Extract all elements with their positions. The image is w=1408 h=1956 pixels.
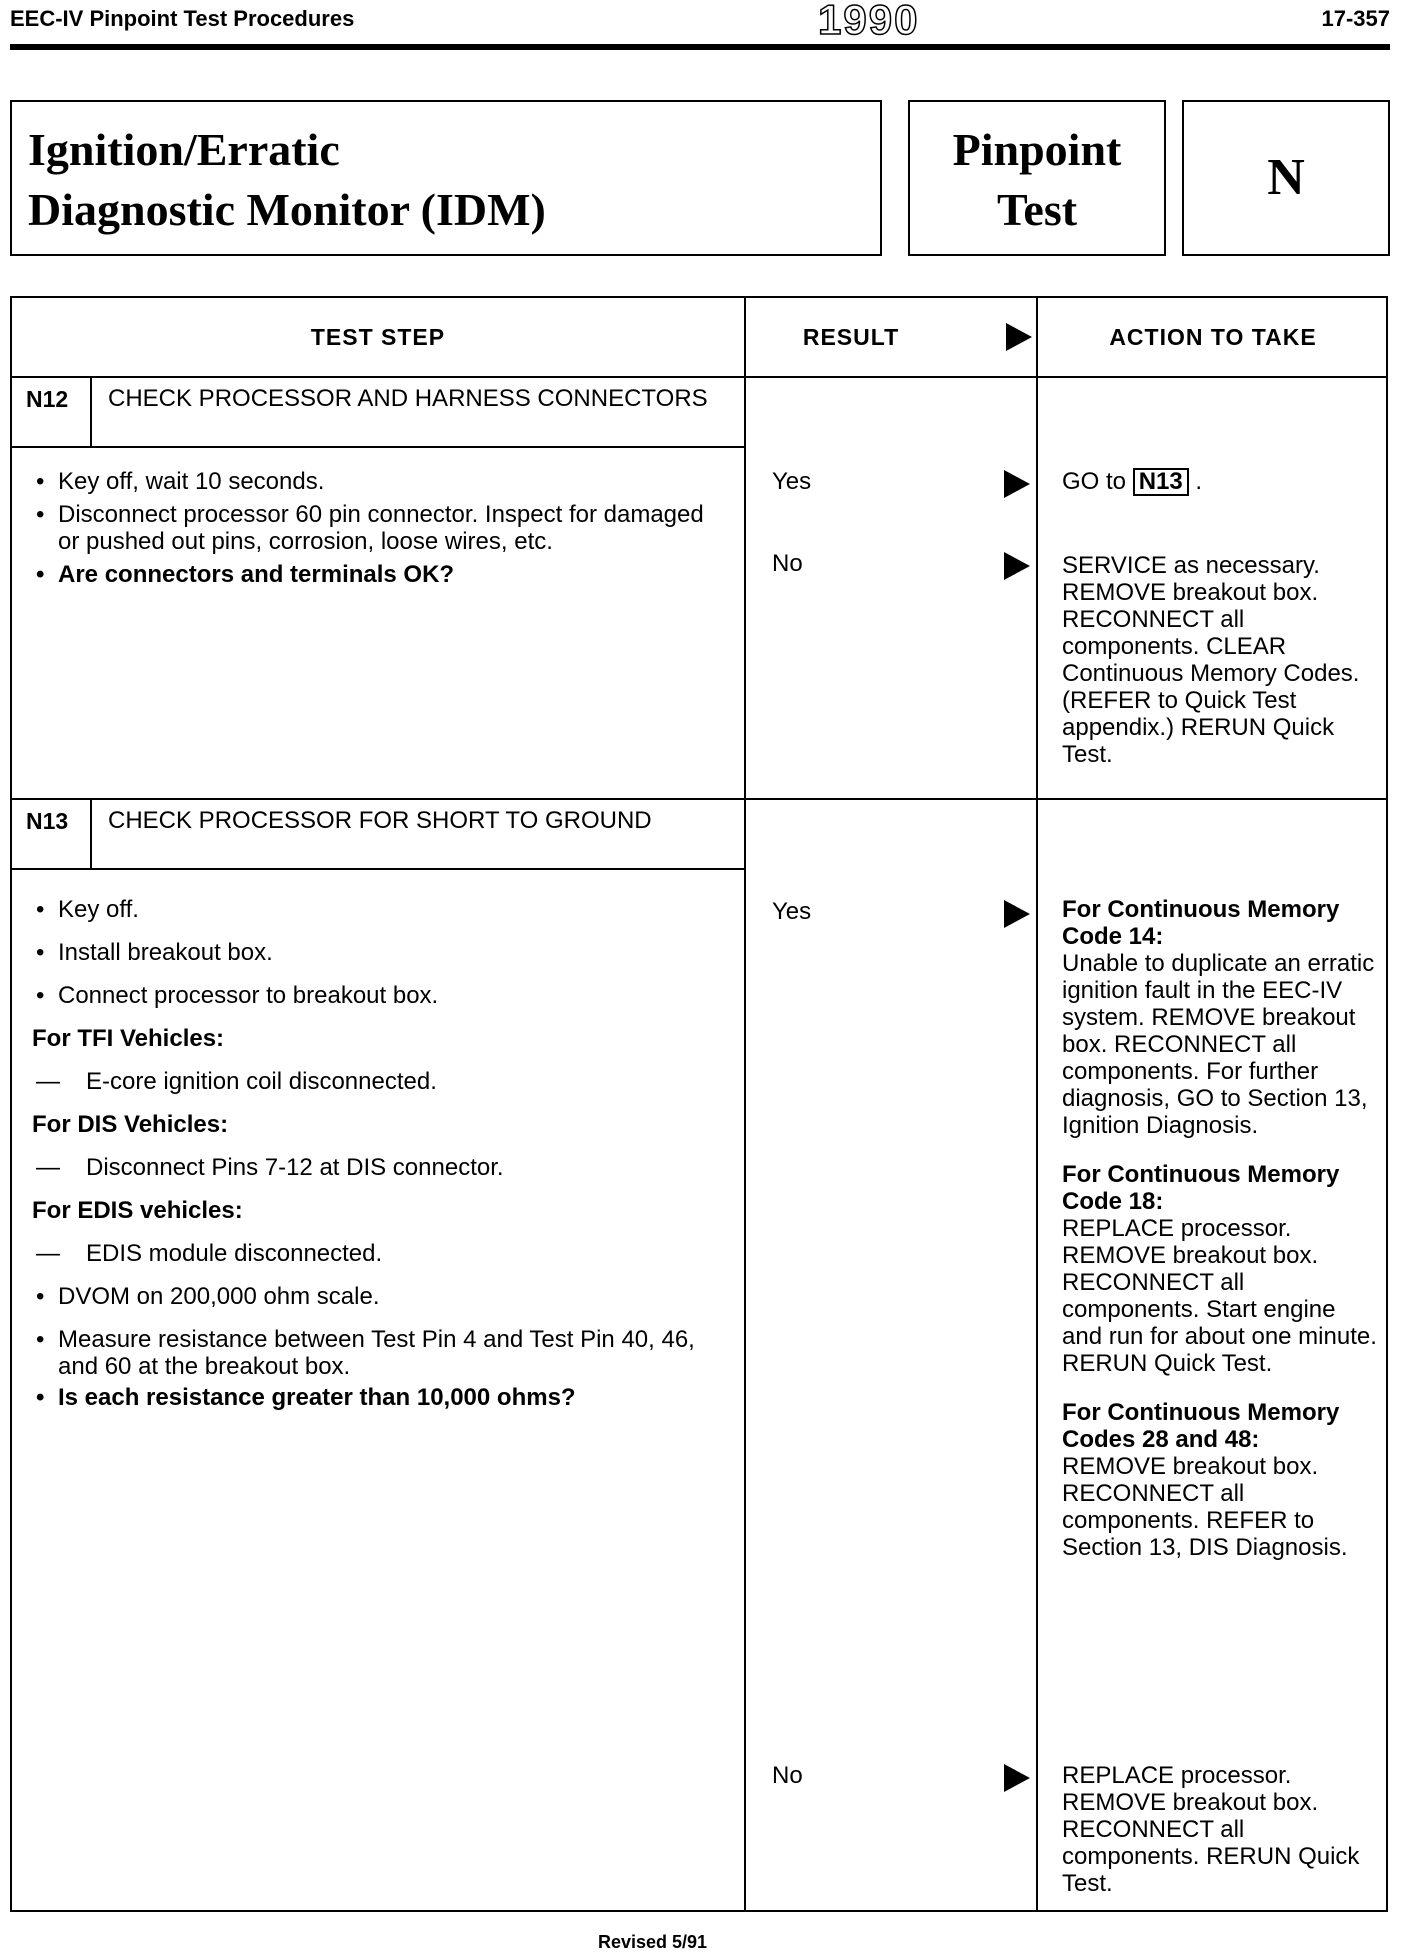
step-n13-instructions — [32, 896, 722, 1427]
code-14-heading: For Continuous Memory Code 14: — [1062, 896, 1340, 950]
manual-section-title: EEC-IV Pinpoint Test Procedures — [10, 6, 355, 31]
running-header — [10, 0, 1390, 44]
column-header-test-step: TEST STEP — [310, 323, 446, 350]
action-goto-suffix: . — [1195, 468, 1203, 495]
test-letter: N — [1267, 149, 1305, 206]
step-n12-instructions — [32, 468, 712, 594]
list-item: • Key off. — [32, 896, 722, 923]
pinpoint-label: Pinpoint — [952, 124, 1122, 175]
column-divider — [1036, 298, 1038, 1910]
procedure-table — [10, 296, 1388, 1912]
list-item: • Connect processor to breakout box. — [32, 982, 722, 1009]
list-item: • Key off, wait 10 seconds. — [32, 468, 712, 495]
result-no: No — [772, 550, 803, 577]
step-id: N12 — [12, 378, 92, 446]
action-yes-n13 — [1062, 896, 1382, 1561]
test-label: Test — [996, 184, 1078, 235]
step-header-n13 — [12, 800, 744, 870]
list-item: • DVOM on 200,000 ohm scale. — [32, 1283, 722, 1310]
step-title: CHECK PROCESSOR FOR SHORT TO GROUND — [108, 807, 652, 834]
right-arrow-icon — [1004, 900, 1030, 928]
code-18-heading: For Continuous Memory Code 18: — [1062, 1161, 1340, 1215]
column-divider — [744, 298, 746, 1910]
list-item-question: • Is each resistance greater than 10,000 ohms? — [32, 1384, 722, 1411]
list-item: • Measure resistance between Test Pin 4 and Test Pin 40, 46, and 60 at the breakout box. — [32, 1326, 722, 1380]
test-title-box — [10, 100, 882, 256]
code-28-48-heading: For Continuous Memory Codes 28 and 48: — [1062, 1399, 1340, 1453]
step-header-n12 — [12, 378, 744, 448]
code-14-group — [1062, 896, 1382, 1139]
vehicle-subheading: For EDIS vehicles: — [32, 1197, 243, 1224]
column-header-action: ACTION TO TAKE — [1109, 323, 1317, 350]
vehicle-subheading: For TFI Vehicles: — [32, 1025, 225, 1052]
model-year: 1990 — [818, 0, 920, 43]
pinpoint-test-box — [908, 100, 1166, 256]
list-item-dash: — Disconnect Pins 7-12 at DIS connector. — [32, 1154, 722, 1181]
test-letter-box — [1182, 100, 1390, 256]
code-18-text: REPLACE processor. REMOVE breakout box. RECONNECT all components. Start engine and run for about one minute. RERUN Quick Test. — [1062, 1215, 1377, 1377]
action-goto-n13 — [1062, 468, 1382, 496]
step-id: N13 — [12, 800, 92, 868]
test-title-line2: Diagnostic Monitor (IDM) — [28, 184, 546, 235]
result-yes: Yes — [772, 468, 812, 495]
test-title-line1: Ignition/Erratic — [28, 124, 340, 175]
step-title: CHECK PROCESSOR AND HARNESS CONNECTORS — [108, 385, 708, 412]
list-item-dash: — E-core ignition coil disconnected. — [32, 1068, 722, 1095]
header-rule — [10, 44, 1390, 50]
action-text: SERVICE as necessary. REMOVE breakout box. RECONNECT all components. CLEAR Continuous Memory Codes. (REFER to Quick Test appendix.) RERUN Quick Test. — [1062, 552, 1360, 768]
result-yes: Yes — [772, 898, 812, 925]
action-text: REPLACE processor. REMOVE breakout box. RECONNECT all components. RERUN Quick Test. — [1062, 1762, 1360, 1897]
code-28-48-text: REMOVE breakout box. RECONNECT all components. REFER to Section 13, DIS Diagnosis. — [1062, 1453, 1348, 1561]
right-arrow-icon — [1004, 552, 1030, 580]
list-item: • Install breakout box. — [32, 939, 722, 966]
code-28-48-group — [1062, 1399, 1382, 1561]
list-item-question: • Are connectors and terminals OK? — [32, 561, 712, 588]
action-goto-text: GO to — [1062, 468, 1127, 495]
code-18-group — [1062, 1161, 1382, 1377]
column-header-result: RESULT — [802, 323, 900, 350]
revision-footer: Revised 5/91 — [598, 1932, 708, 1952]
page-number: 17-357 — [1321, 6, 1390, 31]
list-item-dash: — EDIS module disconnected. — [32, 1240, 722, 1267]
result-no: No — [772, 1762, 803, 1789]
right-arrow-icon — [1004, 1764, 1030, 1792]
step-reference: N13 — [1133, 468, 1189, 496]
right-arrow-icon — [1006, 323, 1032, 351]
code-14-text: Unable to duplicate an erratic ignition fault in the EEC-IV system. REMOVE breakout box. RECONNECT all components. For further diagnosis, GO to Section 13, Ignition Diagnosis. — [1062, 950, 1375, 1139]
vehicle-subheading: For DIS Vehicles: — [32, 1111, 229, 1138]
right-arrow-icon — [1004, 470, 1030, 498]
list-item: • Disconnect processor 60 pin connector. Inspect for damaged or pushed out pins, corrosion, loose wires, etc. — [32, 501, 712, 555]
